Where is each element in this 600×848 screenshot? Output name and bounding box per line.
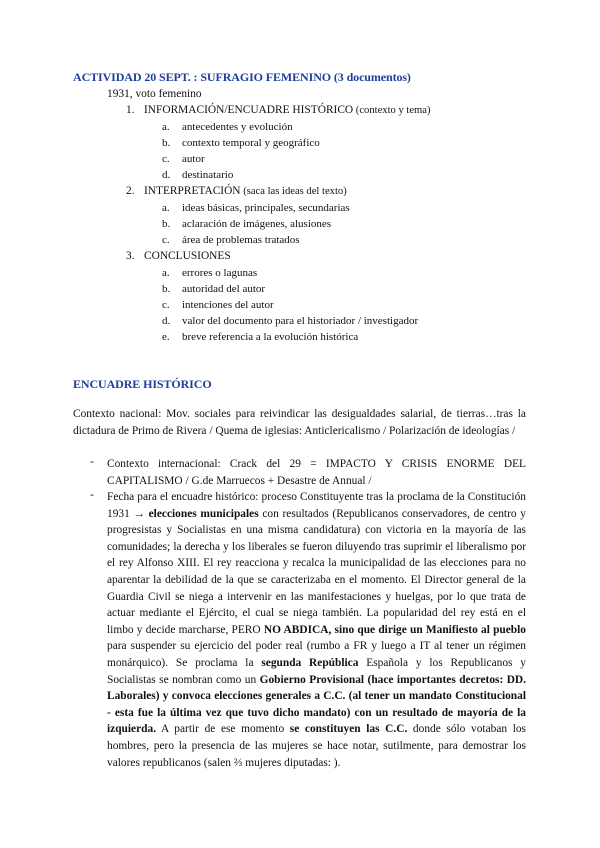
list-item: a. ideas básicas, principales, secundarias: [162, 202, 350, 214]
bullet-international-context: Contexto internacional: Crack del 29 = IMPACTO Y CRISIS ENORME DEL CAPITALISMO / G.de Marruecos + Desastre de Annual /: [107, 458, 526, 487]
list-item: a. antecedentes y evolución: [162, 121, 293, 133]
list-item: b. aclaración de imágenes, alusiones: [162, 218, 332, 230]
list-item: c. área de problemas tratados: [162, 234, 300, 246]
encuadre-intro: Contexto nacional: Mov. sociales para reivindicar las desigualdades salarial, de tierras…tras la dictadura de Primo de Rivera / Quema de iglesias: Anticlericalismo / Polarización de ideologías /: [73, 408, 526, 437]
list-item: e. breve referencia a la evolución histórica: [162, 331, 359, 343]
section-2-note: (saca las ideas del texto): [240, 186, 347, 197]
list-item: d. valor del documento para el historiador / investigador: [162, 315, 419, 327]
bullet-historical-framing: Fecha para el encuadre histórico: proceso Constituyente tras la proclama de la Constitución 1931 → elecciones municipales con resultados (Republicanos conservadores, de centro y progresistas y Socialistas en una misma candidatura) con victoria en la mayoría de las comunidades; la derecha y los liberales se fueron diluyendo tras suprimir el liberalismo por el rey Alfonso XIII. El rey reacciona y recalca la municipalidad de las elecciones para no aparentar la debilidad de la que se caracterizaba en el momento. El Director general de la Guardia Civil se niega a intervenir en las manifestaciones y huelgas, por lo que trata de actuar mediante el Ejército, el cual se niega también. La popularidad del rey está en el limbo y decide marcharse, PERO NO ABDICA, sino que dirige un Manifiesto al pueblo para suspender su ejercicio del poder real (rumbo a FR y luego a IT al tener un régimen monárquico). Se proclama la segunda República Española y los Republicanos y Socialistas se nombran como un Gobierno Provisional (hace importantes decretos: DD. Laborales) y convoca elecciones generales a C.C. (al tener un mandato Constitucional - esta fue la última vez que tuvo dicho mandato) con un resultado de mayoría de la izquierda. A partir de ese momento se constituyen las C.C. donde sólo votaban los hombres, pero la presencia de las mujeres se hace notar, sutilmente, para demostrar los valores republicanos (salen ⅔ mujeres diputadas: ).: [107, 491, 527, 769]
section-2-heading: [144, 185, 347, 197]
section-3-number: 3.: [126, 250, 135, 262]
section-3-label: CONCLUSIONES: [144, 250, 231, 262]
section-2-label: INTERPRETACIÓN: [144, 185, 241, 197]
activity-subtitle: 1931, voto femenino: [107, 88, 202, 100]
section-2-number: 2.: [126, 185, 135, 197]
list-item: d. destinatario: [162, 169, 234, 181]
list-item: c. intenciones del autor: [162, 299, 274, 311]
encuadre-title: ENCUADRE HISTÓRICO: [73, 377, 212, 391]
list-item: b. contexto temporal y geográfico: [162, 137, 320, 149]
list-item: a. errores o lagunas: [162, 267, 258, 279]
activity-title: ACTIVIDAD 20 SEPT. : SUFRAGIO FEMENINO (3 documentos): [73, 70, 411, 84]
bullet-marker: -: [90, 489, 94, 501]
section-1-note: (contexto y tema): [353, 105, 431, 116]
section-1-heading: [144, 104, 431, 116]
list-item: b. autoridad del autor: [162, 283, 266, 295]
bullet-marker: -: [90, 456, 94, 468]
section-1-label: INFORMACIÓN/ENCUADRE HISTÓRICO: [144, 104, 354, 116]
section-1-number: 1.: [126, 104, 135, 116]
list-item: c. autor: [162, 153, 205, 165]
